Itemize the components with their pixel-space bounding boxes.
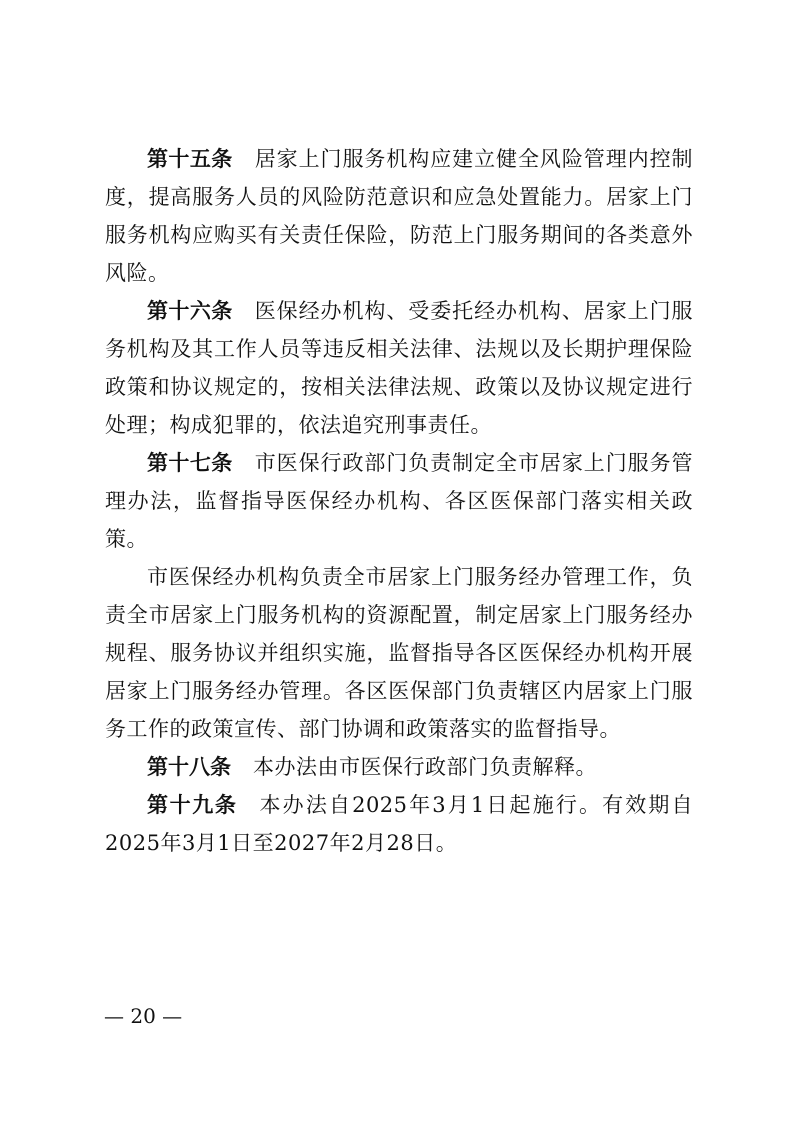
article-19	[105, 786, 693, 862]
article-16	[105, 292, 693, 444]
article-17-continued	[105, 558, 693, 748]
article-text: 市医保行政部门负责制定全市居家上门服务管理办法，监督指导医保经办机构、各区医保部门落实相关政策。	[105, 451, 694, 551]
page-number: — 20 —	[104, 1004, 183, 1028]
article-15	[105, 140, 693, 292]
document-body	[105, 140, 693, 862]
article-number: 第十八条	[147, 754, 231, 779]
article-text: 医保经办机构、受委托经办机构、居家上门服务机构及其工作人员等违反相关法律、法规以及长期护理保险政策和协议规定的，按相关法律法规、政策以及协议规定进行处理；构成犯罪的，依法追究刑事责任。	[105, 299, 694, 437]
article-text: 本办法自2025年3月1日起施行。有效期自2025年3月1日至2027年2月28日。	[105, 793, 694, 855]
article-18	[105, 748, 693, 786]
article-text: 市医保经办机构负责全市居家上门服务经办管理工作，负责全市居家上门服务机构的资源配置，制定居家上门服务经办规程、服务协议并组织实施，监督指导各区医保经办机构开展居家上门服务经办管理。各区医保部门负责辖区内居家上门服务工作的政策宣传、部门协调和政策落实的监督指导。	[105, 565, 693, 741]
article-text: 本办法由市医保行政部门负责解释。	[253, 755, 597, 779]
article-number: 第十七条	[147, 450, 233, 475]
article-text: 居家上门服务机构应建立健全风险管理内控制度，提高服务人员的风险防范意识和应急处置能力。居家上门服务机构应购买有关责任保险，防范上门服务期间的各类意外风险。	[105, 147, 694, 285]
article-17	[105, 444, 693, 558]
article-number: 第十六条	[147, 298, 233, 323]
article-number: 第十九条	[147, 792, 238, 817]
article-number: 第十五条	[147, 146, 233, 171]
